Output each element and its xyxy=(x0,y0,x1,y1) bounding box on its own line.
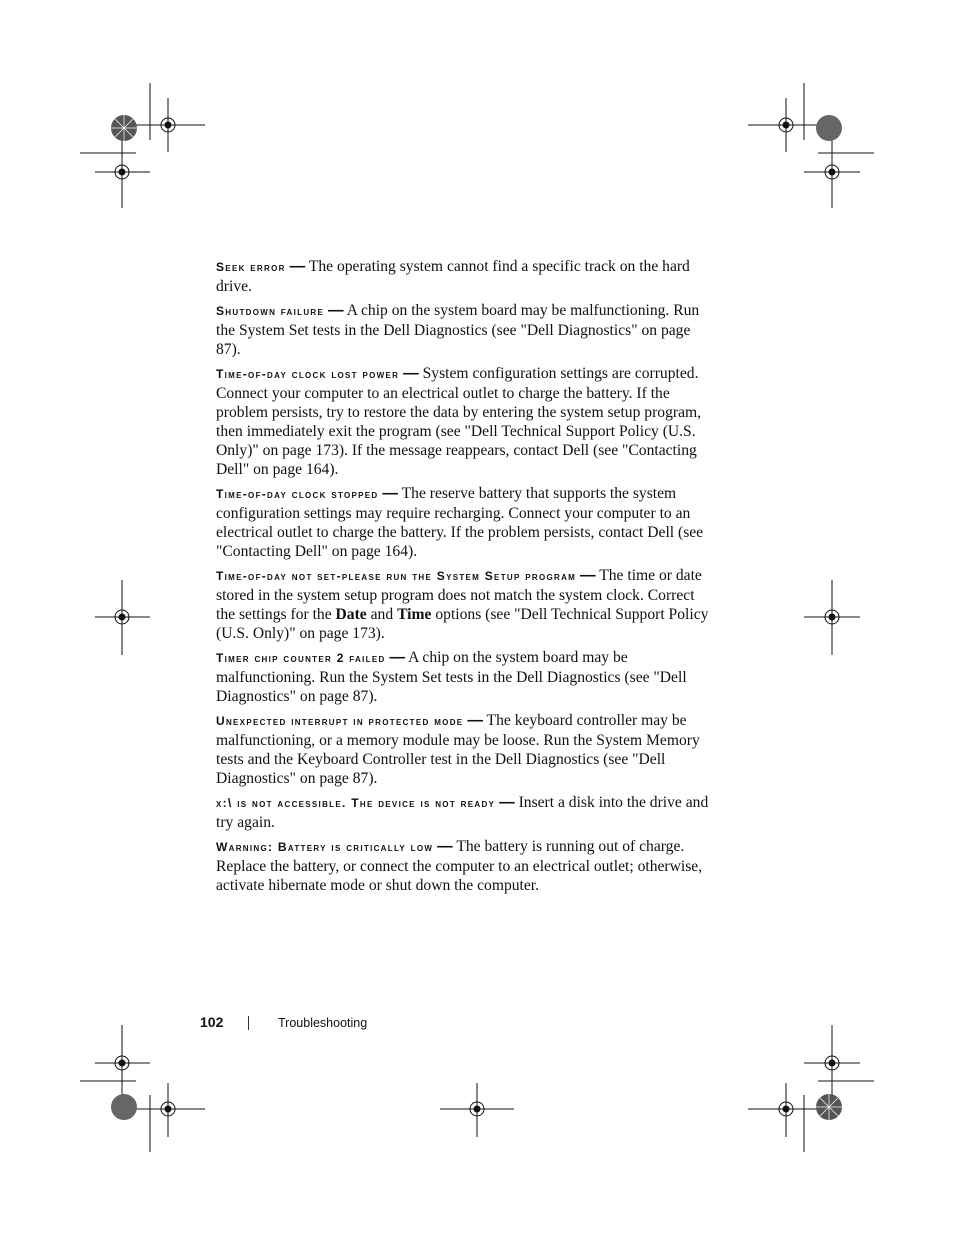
entry-heading: Timer chip counter 2 failed xyxy=(216,651,386,665)
entry-description: The battery is running out of charge. Replace the battery, or connect the computer to an electrical outlet; otherwise, activate hibernate mode or shut down the computer. xyxy=(216,838,703,894)
entry-heading: Seek error xyxy=(216,260,286,274)
entry-description: The keyboard controller may be malfunctioning, or a memory module may be loose. Run the System Memory tests and the Keyboard Controller test in the Dell Diagnostics (see "Dell Diagnostics" on page 87). xyxy=(216,712,700,787)
em-dash: — xyxy=(328,302,344,319)
error-entry-unexpected-interrupt xyxy=(216,711,714,788)
entry-heading: Shutdown failure xyxy=(216,304,325,318)
entry-description: System configuration settings are corrupted. Connect your computer to an electrical outlet to charge the battery. If the problem persists, try to restore the data by entering the system setup program, then immediately exit the program (see "Dell Technical Support Policy (U.S. Only)" on page 173). If the message reappears, contact Dell (see "Contacting Dell" on page 164). xyxy=(216,365,702,478)
footer-section-title: Troubleshooting xyxy=(278,1016,368,1030)
page-number: 102 xyxy=(200,1014,224,1030)
entry-description-part: options (see "Dell Technical Support Policy (U.S. Only)" on page 173). xyxy=(216,606,709,642)
error-entry-not-accessible xyxy=(216,793,714,832)
entry-description-part: The time or date stored in the system setup program does not match the system clock. Correct the settings for the xyxy=(216,567,702,623)
em-dash: — xyxy=(467,712,483,729)
error-entry-seek-error xyxy=(216,257,714,296)
footer-divider xyxy=(248,1016,249,1030)
entry-description: A chip on the system board may be malfunctioning. Run the System Set tests in the Dell Diagnostics (see "Dell Diagnostics" on page 87). xyxy=(216,302,700,358)
error-entry-shutdown-failure xyxy=(216,301,714,359)
em-dash: — xyxy=(289,258,306,275)
entry-description: The reserve battery that supports the system configuration settings may require recharging. Connect your computer to an electrical outlet to charge the battery. If the problem persists, contact Dell (see "Contacting Dell" on page 164). xyxy=(216,485,704,560)
error-entry-timer-chip xyxy=(216,648,714,706)
entry-heading: Time-of-day clock stopped xyxy=(216,487,379,501)
entry-description-part: and xyxy=(370,606,394,623)
error-entry-clock-stopped xyxy=(216,484,714,561)
em-dash: — xyxy=(437,838,453,855)
entry-description: A chip on the system board may be malfunctioning. Run the System Set tests in the Dell Diagnostics (see "Dell Diagnostics" on page 87). xyxy=(216,649,687,705)
entry-heading: Time-of-day not set-please run the System Setup program xyxy=(216,569,577,583)
term-time: Time xyxy=(397,606,432,623)
em-dash: — xyxy=(580,567,596,584)
error-entry-battery-low xyxy=(216,837,714,895)
entry-heading: Time-of-day clock lost power xyxy=(216,367,400,381)
term-date: Date xyxy=(335,606,367,623)
em-dash: — xyxy=(499,794,515,811)
entry-heading: Warning: Battery is critically low xyxy=(216,840,434,854)
error-entry-clock-lost-power xyxy=(216,364,714,479)
entry-description: Insert a disk into the drive and try again. xyxy=(216,794,709,831)
error-entry-time-not-set xyxy=(216,566,714,643)
entry-heading: x:\ is not accessible. The device is not ready xyxy=(216,796,496,810)
em-dash: — xyxy=(403,365,419,382)
entry-heading: Unexpected interrupt in protected mode xyxy=(216,714,464,728)
entry-description: The operating system cannot find a specific track on the hard drive. xyxy=(216,258,690,295)
em-dash: — xyxy=(389,649,406,666)
em-dash: — xyxy=(382,485,399,502)
error-message-list xyxy=(216,257,714,900)
